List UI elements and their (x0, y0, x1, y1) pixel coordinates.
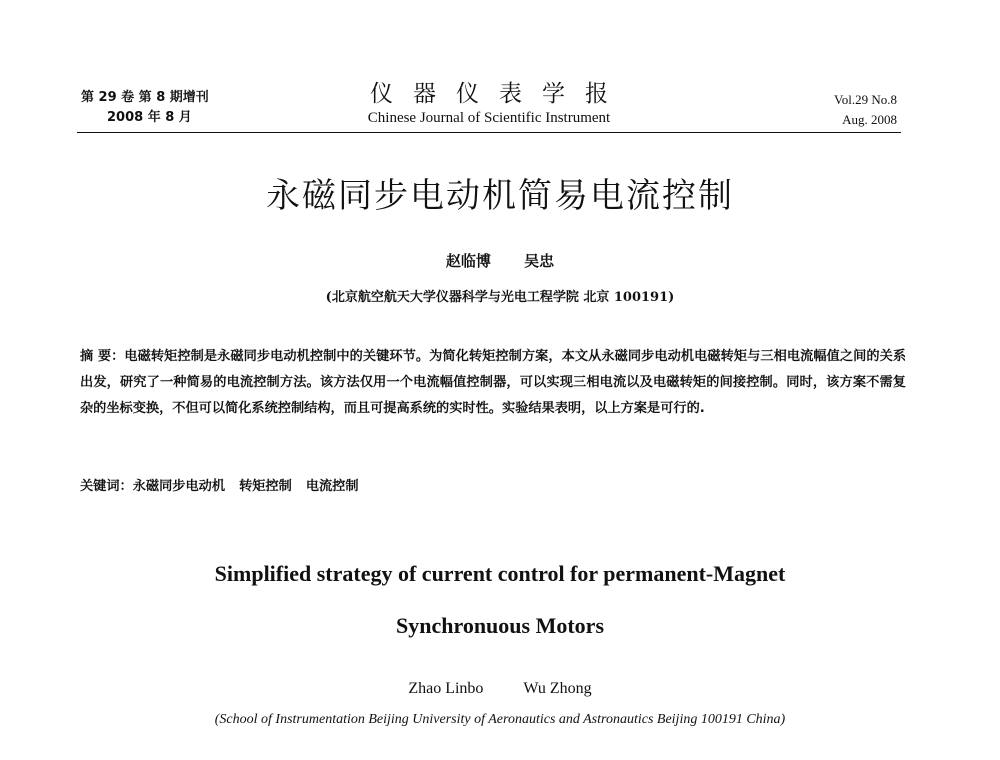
keywords-cn (80, 474, 906, 500)
vol-no: Vol.29 No.8 (834, 92, 897, 107)
volume-issue: 第 29 卷 第 8 期增刊 (81, 90, 209, 105)
paper-title-en (0, 548, 1000, 652)
paper-title-cn: 永磁同步电动机简易电流控制 (266, 176, 734, 216)
title-en-line1: Simplified strategy of current control for permanent-Magnet (214, 561, 786, 586)
issue-date-en: Aug. 2008 (842, 112, 897, 127)
keyword-1: 永磁同步电动机 (132, 479, 226, 494)
title-en-line2: Synchronuous Motors (395, 613, 605, 638)
journal-name-cn: 仪器仪表学报 (370, 81, 628, 107)
author-cn-2: 吴忠 (524, 252, 555, 270)
header-right (834, 90, 897, 130)
author-cn-1: 赵临博 (445, 252, 491, 270)
author-en-1: Zhao Linbo (408, 680, 484, 697)
header-center (77, 80, 901, 127)
issue-date-cn: 2008 年 8 月 (107, 110, 192, 125)
abstract-label: 摘 要： (80, 349, 125, 364)
journal-name-en: Chinese Journal of Scientific Instrument (367, 110, 611, 126)
affiliation-en: (School of Instrumentation Beijing University of Aeronautics and Astronautics Beijing 100191 China) (214, 712, 786, 727)
keywords-label: 关键词： (80, 479, 133, 494)
authors-cn (0, 250, 1000, 271)
keyword-3: 电流控制 (305, 479, 359, 494)
author-en-2: Wu Zhong (523, 680, 592, 697)
abstract-cn (80, 344, 906, 422)
keyword-2: 转矩控制 (239, 479, 292, 494)
authors-en (0, 680, 1000, 698)
affiliation-cn: (北京航空航天大学仪器科学与光电工程学院 北京 100191) (325, 290, 675, 305)
journal-header (77, 80, 901, 133)
abstract-text: 电磁转矩控制是永磁同步电动机控制中的关键环节。为简化转矩控制方案，本文从永磁同步电动机电磁转矩与三相电流幅值之间的关系出发，研究了一种简易的电流控制方法。该方法仅用一个电流幅值控制器，可以实现三相电流以及电磁转矩的间接控制。同时，该方案不需复杂的坐标变换，不但可以简化系统控制结构，而且可提高系统的实时性。实验结果表明，以上方案是可行的. (80, 349, 907, 416)
